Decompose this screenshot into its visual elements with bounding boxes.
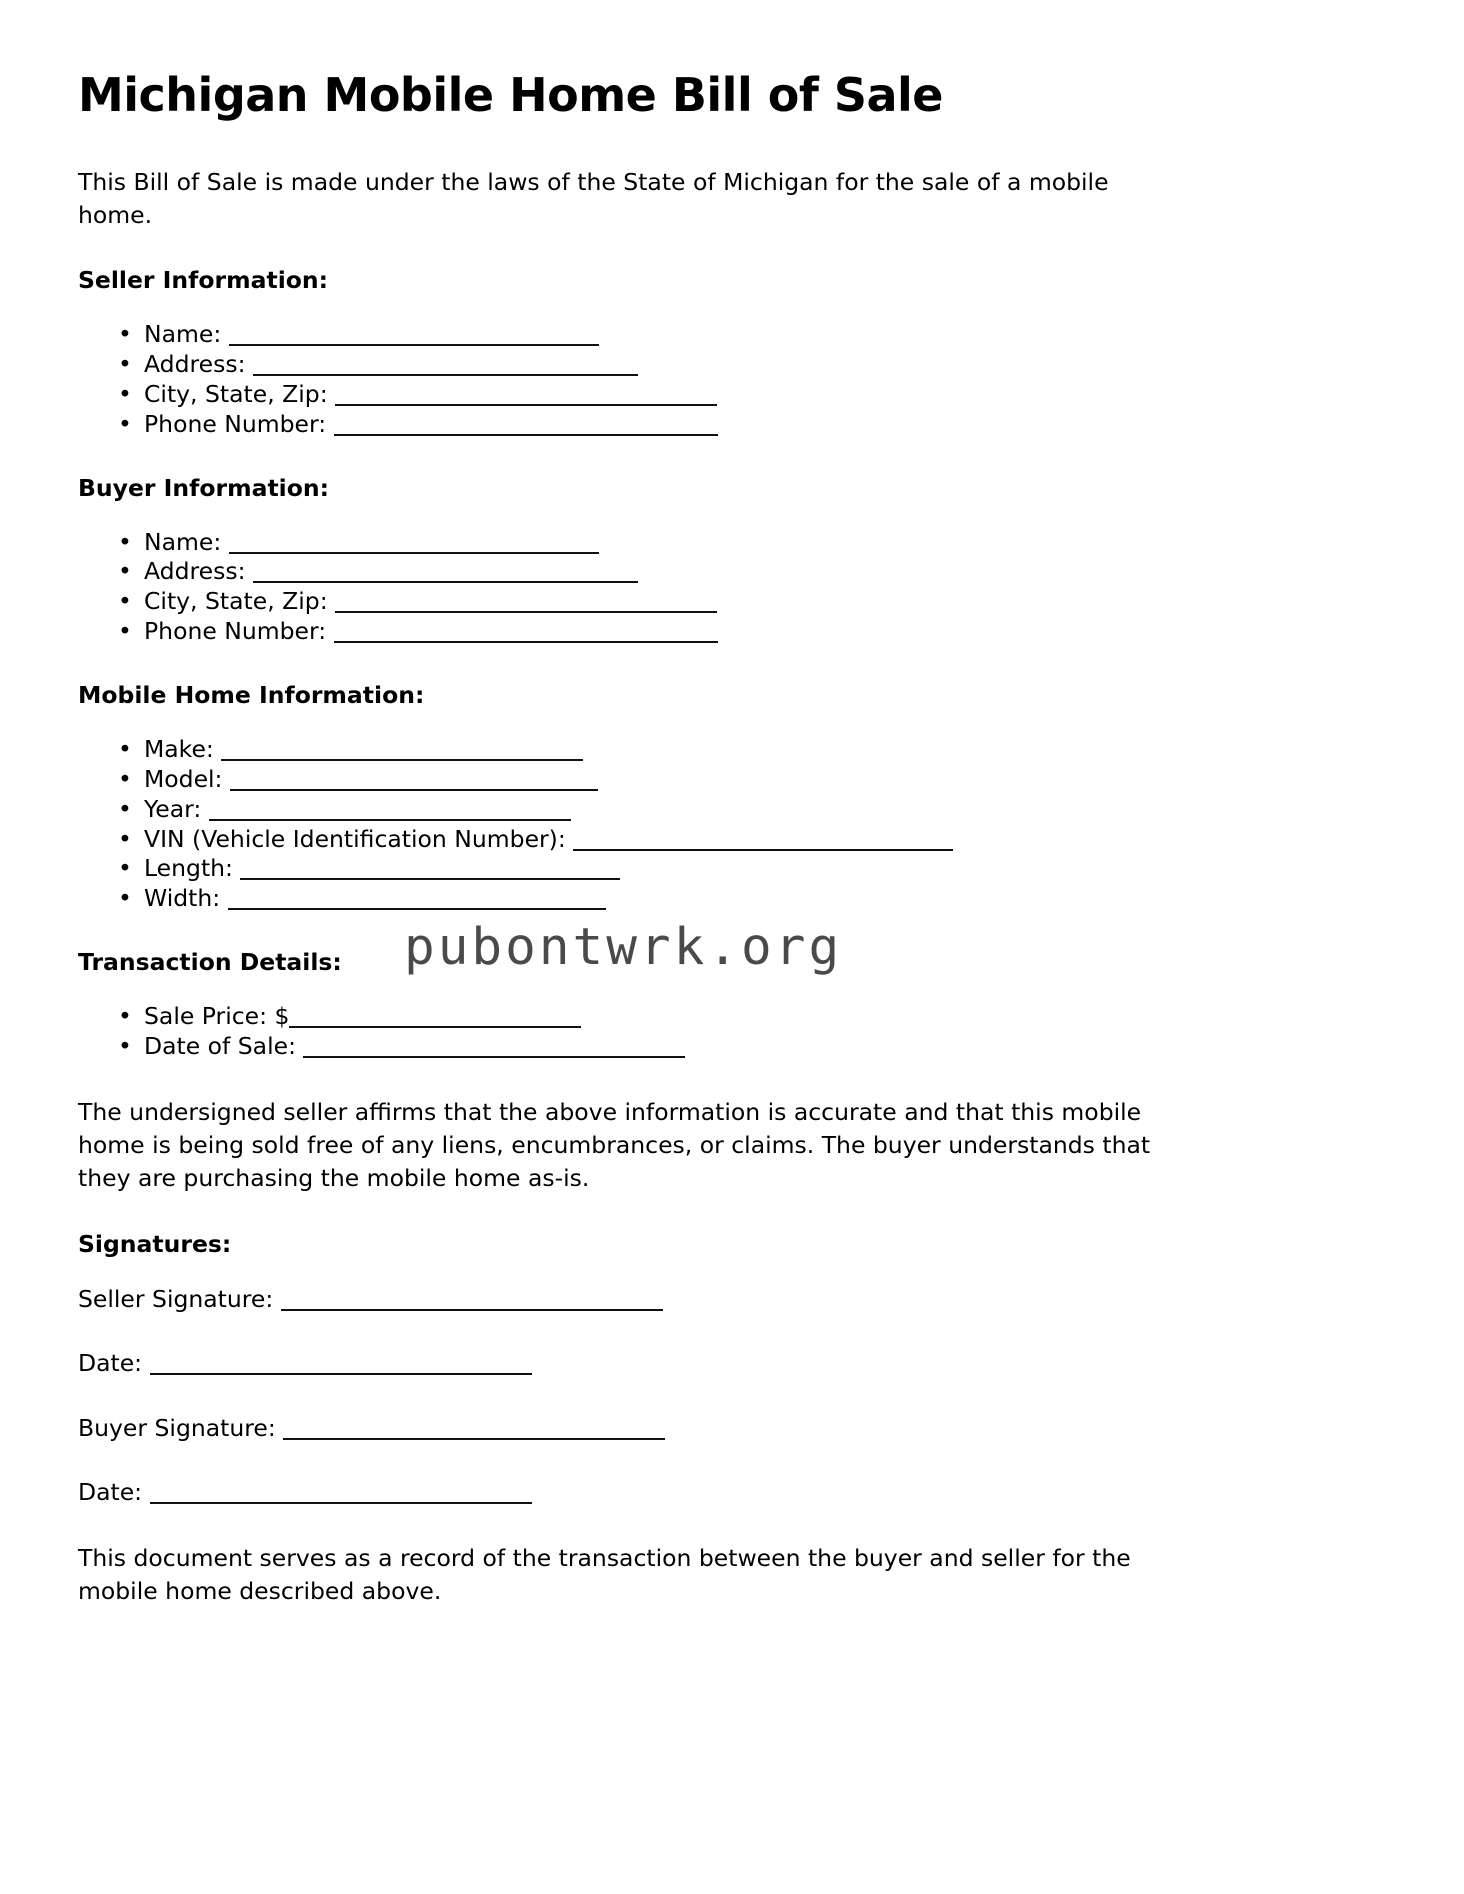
signature-label: Date: bbox=[78, 1478, 150, 1507]
fill-in-blank[interactable] bbox=[150, 1486, 532, 1504]
field-row bbox=[118, 1032, 1364, 1062]
signatures-heading: Signatures: bbox=[78, 1229, 232, 1258]
signature-row bbox=[78, 1348, 1364, 1379]
field-label: Width: bbox=[144, 884, 228, 913]
transaction-details-fields bbox=[78, 1002, 1364, 1062]
fill-in-blank[interactable] bbox=[573, 833, 953, 851]
field-label: Date of Sale: bbox=[144, 1031, 304, 1060]
bullet-icon: • bbox=[118, 1031, 132, 1060]
bullet-icon: • bbox=[118, 617, 132, 646]
field-label: Year: bbox=[144, 794, 209, 823]
field-label: City, State, Zip: bbox=[144, 587, 336, 616]
signature-label: Seller Signature: bbox=[78, 1284, 281, 1313]
field-row bbox=[118, 825, 1364, 855]
bullet-icon: • bbox=[118, 587, 132, 616]
bullet-icon: • bbox=[118, 1002, 132, 1031]
field-row bbox=[118, 735, 1364, 765]
field-label: Name: bbox=[144, 527, 229, 556]
mobile-home-information-fields bbox=[78, 735, 1364, 914]
signature-row bbox=[78, 1413, 1364, 1444]
field-label: Model: bbox=[144, 764, 230, 793]
fill-in-blank[interactable] bbox=[150, 1357, 532, 1375]
closing-paragraph: This document serves as a record of the transaction between the buyer and seller for the mobile home described above. bbox=[78, 1544, 1131, 1606]
affirmation-paragraph: The undersigned seller affirms that the above information is accurate and that this mobile home is being sold free of any liens, encumbrances, or claims. The buyer understands that they are purchasing the mobile home as-is. bbox=[78, 1097, 1151, 1193]
field-label: City, State, Zip: bbox=[144, 379, 336, 408]
seller-information-heading: Seller Information: bbox=[78, 266, 329, 295]
fill-in-blank[interactable] bbox=[334, 418, 718, 436]
bullet-icon: • bbox=[118, 557, 132, 586]
fill-in-blank[interactable] bbox=[229, 536, 599, 554]
page-title: Michigan Mobile Home Bill of Sale bbox=[78, 68, 944, 122]
bullet-icon: • bbox=[118, 794, 132, 823]
field-label: Address: bbox=[144, 557, 253, 586]
fill-in-blank[interactable] bbox=[230, 773, 598, 791]
seller-information-fields bbox=[78, 320, 1364, 439]
field-row bbox=[118, 350, 1364, 380]
field-row bbox=[118, 528, 1364, 558]
field-row bbox=[118, 587, 1364, 617]
bullet-icon: • bbox=[118, 824, 132, 853]
field-row bbox=[118, 320, 1364, 350]
fill-in-blank[interactable] bbox=[281, 1293, 663, 1311]
field-row bbox=[118, 1002, 1364, 1032]
signature-label: Buyer Signature: bbox=[78, 1413, 284, 1442]
field-label: VIN (Vehicle Identification Number): bbox=[144, 824, 574, 853]
fill-in-blank[interactable] bbox=[229, 328, 599, 346]
field-row bbox=[118, 617, 1364, 647]
bullet-icon: • bbox=[118, 734, 132, 763]
signature-row bbox=[78, 1477, 1364, 1508]
fill-in-blank[interactable] bbox=[209, 803, 571, 821]
signature-label: Date: bbox=[78, 1349, 150, 1378]
field-row bbox=[118, 557, 1364, 587]
field-label: Phone Number: bbox=[144, 409, 334, 438]
field-row bbox=[118, 854, 1364, 884]
bullet-icon: • bbox=[118, 884, 132, 913]
field-label: Name: bbox=[144, 320, 229, 349]
fill-in-blank[interactable] bbox=[253, 565, 638, 583]
field-label: Address: bbox=[144, 350, 253, 379]
buyer-information-heading: Buyer Information: bbox=[78, 473, 330, 502]
intro-paragraph: This Bill of Sale is made under the laws of the State of Michigan for the sale of a mobile home. bbox=[78, 167, 1109, 229]
signature-row bbox=[78, 1284, 1364, 1315]
site-watermark: pubontwrk.org bbox=[404, 918, 843, 977]
fill-in-blank[interactable] bbox=[253, 358, 638, 376]
bullet-icon: • bbox=[118, 764, 132, 793]
mobile-home-information-heading: Mobile Home Information: bbox=[78, 680, 425, 709]
signature-lines bbox=[78, 1284, 1364, 1508]
transaction-details-heading: Transaction Details: bbox=[78, 948, 342, 977]
bullet-icon: • bbox=[118, 527, 132, 556]
field-row bbox=[118, 380, 1364, 410]
buyer-information-fields bbox=[78, 528, 1364, 647]
bullet-icon: • bbox=[118, 379, 132, 408]
field-row bbox=[118, 795, 1364, 825]
field-row bbox=[118, 765, 1364, 795]
fill-in-blank[interactable] bbox=[334, 625, 718, 643]
field-label: Length: bbox=[144, 854, 241, 883]
fill-in-blank[interactable] bbox=[228, 892, 606, 910]
fill-in-blank[interactable] bbox=[335, 595, 717, 613]
fill-in-blank[interactable] bbox=[303, 1040, 685, 1058]
field-label: Phone Number: bbox=[144, 617, 334, 646]
bullet-icon: • bbox=[118, 320, 132, 349]
fill-in-blank[interactable] bbox=[335, 388, 717, 406]
field-row bbox=[118, 884, 1364, 914]
field-row bbox=[118, 410, 1364, 440]
bullet-icon: • bbox=[118, 350, 132, 379]
field-label: Make: bbox=[144, 734, 222, 763]
fill-in-blank[interactable] bbox=[221, 743, 583, 761]
bullet-icon: • bbox=[118, 854, 132, 883]
field-label: Sale Price: $ bbox=[144, 1002, 290, 1031]
bullet-icon: • bbox=[118, 409, 132, 438]
fill-in-blank[interactable] bbox=[240, 862, 620, 880]
fill-in-blank[interactable] bbox=[289, 1010, 581, 1028]
fill-in-blank[interactable] bbox=[283, 1422, 665, 1440]
